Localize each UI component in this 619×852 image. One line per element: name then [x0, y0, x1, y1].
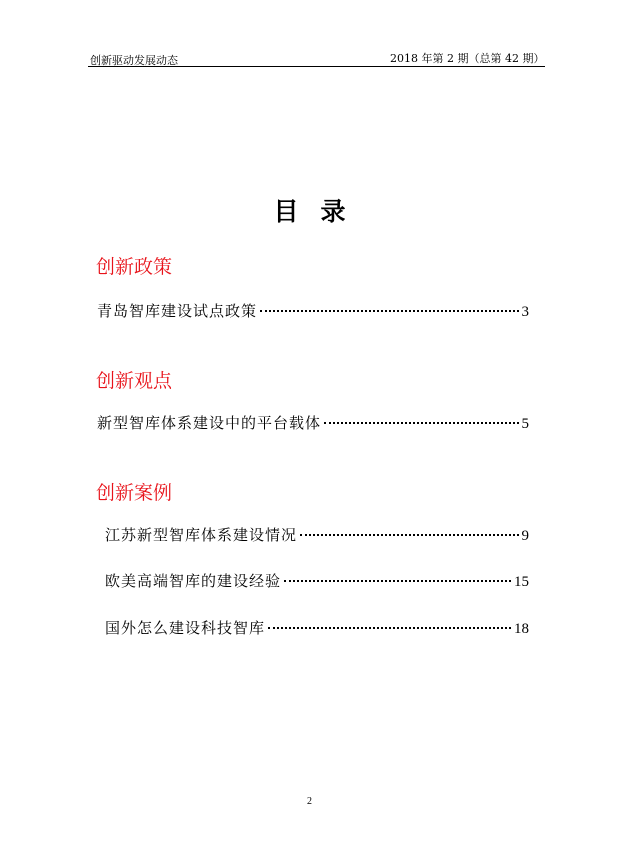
page-number: 2: [307, 796, 312, 807]
toc-title: 目录: [273, 197, 368, 226]
toc-entry-title[interactable]: 欧美高端智库的建设经验: [105, 572, 282, 590]
toc-entry[interactable]: [105, 570, 529, 591]
header-issue-info: 2018 年第 2 期（总第 42 期）: [390, 52, 545, 65]
toc-entry-page-number: 9: [521, 528, 529, 544]
toc-entry-title[interactable]: 江苏新型智库体系建设情况: [105, 526, 298, 544]
dot-leader: [284, 580, 511, 582]
toc-entry-page-number: 3: [521, 304, 529, 320]
toc-entry[interactable]: [97, 412, 529, 433]
toc-entry[interactable]: [105, 524, 529, 545]
toc-entry-page-number: 5: [521, 416, 529, 432]
toc-entry[interactable]: [105, 617, 529, 638]
toc-entry-title[interactable]: 新型智库体系建设中的平台载体: [97, 414, 322, 432]
toc-entry[interactable]: [97, 300, 529, 321]
toc-entry-title[interactable]: 青岛智库建设试点政策: [97, 302, 258, 320]
dot-leader: [268, 627, 511, 629]
section-heading-innovation-viewpoints: 创新观点: [96, 370, 173, 392]
toc-entry-page-number: 18: [514, 621, 529, 637]
section-heading-innovation-cases: 创新案例: [96, 482, 173, 504]
header-divider: [88, 66, 545, 67]
dot-leader: [300, 534, 518, 536]
toc-entry-page-number: 15: [514, 574, 529, 590]
header-publication-name: 创新驱动发展动态: [90, 54, 178, 67]
section-heading-innovation-policy: 创新政策: [96, 256, 173, 278]
dot-leader: [324, 422, 518, 424]
toc-entry-title[interactable]: 国外怎么建设科技智库: [105, 619, 266, 637]
dot-leader: [260, 310, 518, 312]
